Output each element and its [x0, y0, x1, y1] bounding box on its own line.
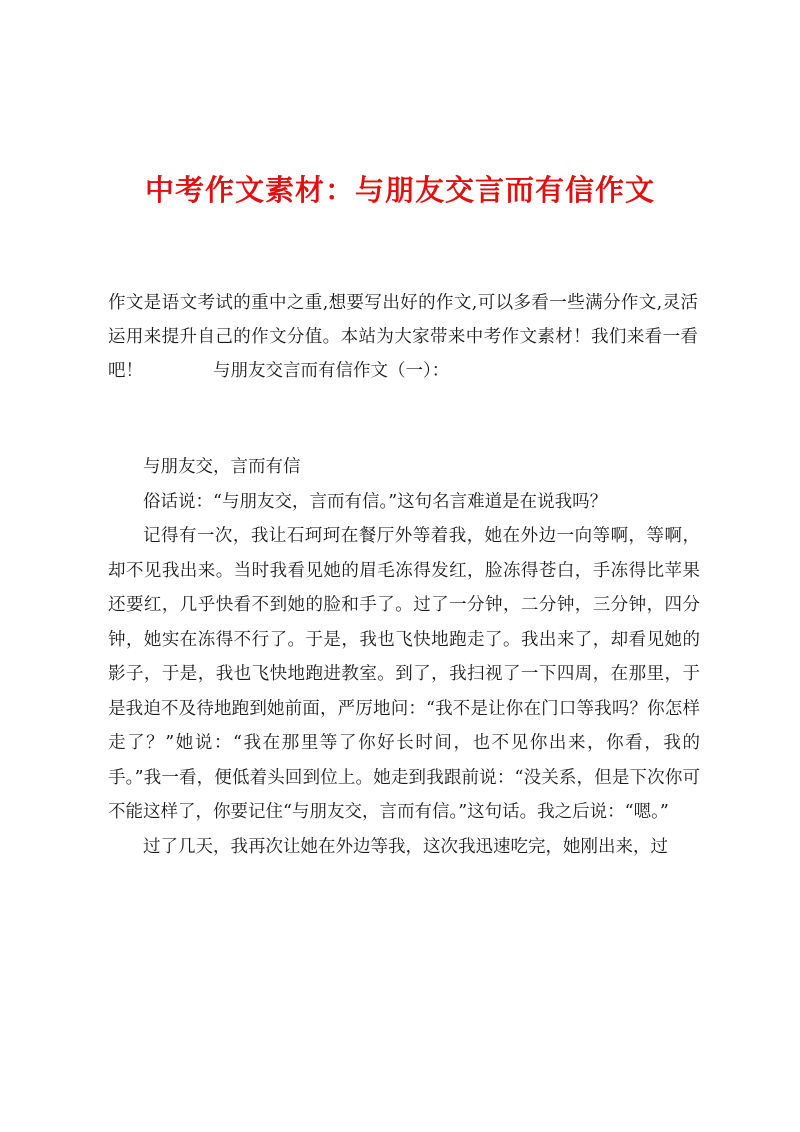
intro-paragraph — [108, 286, 698, 388]
article-body — [108, 450, 700, 864]
intro-subheading: 与朋友交言而有信作文（一）： — [213, 361, 450, 381]
intro-text: 作文是语文考试的重中之重,想要写出好的作文,可以多看一些满分作文,灵活运用来提升自己的作文分值。本站为大家带来中考作文素材！我们来看一看吧！ — [108, 293, 698, 381]
article-paragraph: 过了几天，我再次让她在外边等我，这次我迅速吃完，她刚出来，过 — [143, 836, 668, 857]
document-title: 中考作文素材：与朋友交言而有信作文 — [144, 173, 655, 207]
article-paragraph: 记得有一次，我让石珂珂在餐厅外等着我，她在外边一向等啊，等啊，却不见我出来。当时我看见她的眉毛冻得发红，脸冻得苍白，手冻得比苹果还要红，几乎快看不到她的脸和手了。过了一分钟，二分钟，三分钟，四分钟，她实在冻得不行了。于是，我也飞快地跑走了。我出来了，却看见她的影子，于是，我也飞快地跑进教室。到了，我扫视了一下四周，在那里，于是我迫不及待地跑到她前面，严厉地问：“我不是让你在门口等我吗？你怎样走了？”她说：“我在那里等了你好长时间，也不见你出来，你看，我的手。”我一看，便低着头回到位上。她走到我跟前说：“没关系，但是下次你可不能这样了，你要记住“与朋友交，言而有信。”这句话。我之后说：“嗯。” — [108, 526, 700, 822]
article-subtitle: 与朋友交，言而有信 — [143, 457, 301, 477]
article-paragraph: 俗话说：“与朋友交，言而有信。”这句名言难道是在说我吗？ — [143, 491, 608, 512]
